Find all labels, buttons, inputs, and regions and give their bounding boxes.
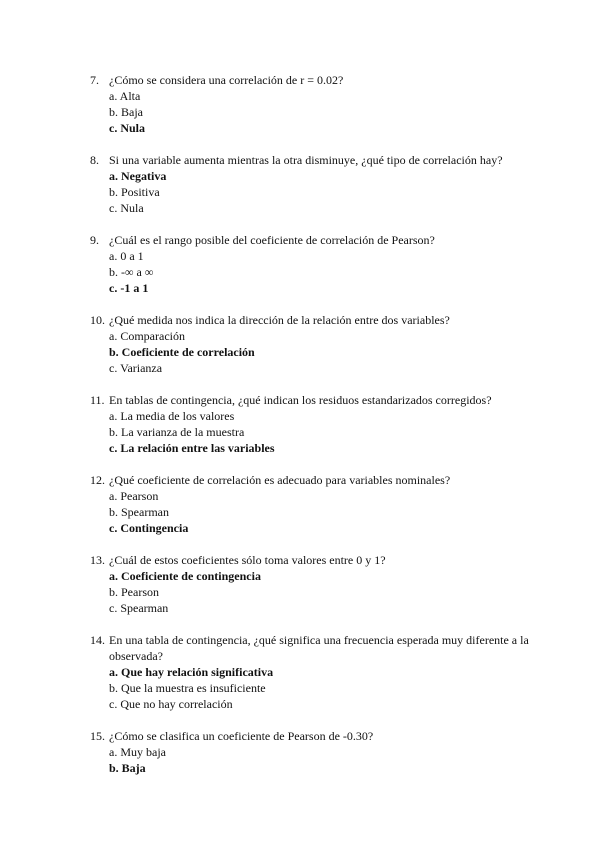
question-text: ¿Cuál de estos coeficientes sólo toma valores entre 0 y 1?: [109, 553, 386, 567]
question-number: 15.: [90, 729, 105, 743]
question-7: [90, 72, 530, 136]
question-number: 14.: [90, 633, 105, 647]
option-b: b. Que la muestra es insuficiente: [109, 681, 266, 695]
option-a: a. 0 a 1: [109, 249, 144, 263]
option-a-correct: a. Coeficiente de contingencia: [109, 569, 261, 583]
question-text: En una tabla de contingencia, ¿qué significa una frecuencia esperada muy diferente a la observada?: [109, 633, 529, 663]
option-a: a. La media de los valores: [109, 409, 235, 423]
option-a: a. Muy baja: [109, 745, 166, 759]
question-8: [90, 152, 530, 216]
option-b: b. La varianza de la muestra: [109, 425, 245, 439]
question-number: 7.: [90, 73, 99, 87]
question-12: [90, 472, 530, 536]
option-b-correct: b. Coeficiente de correlación: [109, 345, 255, 359]
option-b: b. Spearman: [109, 505, 169, 519]
question-number: 10.: [90, 313, 105, 327]
question-text: ¿Qué medida nos indica la dirección de la relación entre dos variables?: [109, 313, 450, 327]
question-number: 12.: [90, 473, 105, 487]
option-c: c. Varianza: [109, 361, 163, 375]
option-a-correct: a. Negativa: [109, 169, 167, 183]
question-text: En tablas de contingencia, ¿qué indican los residuos estandarizados corregidos?: [109, 393, 492, 407]
option-b: b. Baja: [109, 105, 143, 119]
question-text: Si una variable aumenta mientras la otra disminuye, ¿qué tipo de correlación hay?: [109, 153, 503, 167]
option-b: b. Pearson: [109, 585, 159, 599]
question-11: [90, 392, 530, 456]
question-15: [90, 728, 530, 776]
option-c: c. Nula: [109, 201, 144, 215]
option-b: b. Positiva: [109, 185, 160, 199]
option-a: a. Pearson: [109, 489, 159, 503]
option-a: a. Comparación: [109, 329, 185, 343]
question-number: 8.: [90, 153, 99, 167]
option-c-correct: c. Nula: [109, 121, 145, 135]
option-c: c. Que no hay correlación: [109, 697, 233, 711]
question-text: ¿Cómo se clasifica un coeficiente de Pearson de -0.30?: [109, 729, 374, 743]
option-b-correct: b. Baja: [109, 761, 146, 775]
question-number: 13.: [90, 553, 105, 567]
option-a: a. Alta: [109, 89, 141, 103]
question-13: [90, 552, 530, 616]
option-c: c. Spearman: [109, 601, 169, 615]
question-10: [90, 312, 530, 376]
option-c-correct: c. Contingencia: [109, 521, 189, 535]
question-number: 9.: [90, 233, 99, 247]
question-9: [90, 232, 530, 296]
option-b: b. -∞ a ∞: [109, 265, 154, 279]
option-a-correct: a. Que hay relación significativa: [109, 665, 274, 679]
question-number: 11.: [90, 393, 105, 407]
question-text: ¿Cuál es el rango posible del coeficiente de correlación de Pearson?: [109, 233, 435, 247]
option-c-correct: c. La relación entre las variables: [109, 441, 275, 455]
question-14: [90, 632, 530, 712]
question-text: ¿Qué coeficiente de correlación es adecuado para variables nominales?: [109, 473, 451, 487]
option-c-correct: c. -1 a 1: [109, 281, 149, 295]
question-text: ¿Cómo se considera una correlación de r = 0.02?: [109, 73, 344, 87]
